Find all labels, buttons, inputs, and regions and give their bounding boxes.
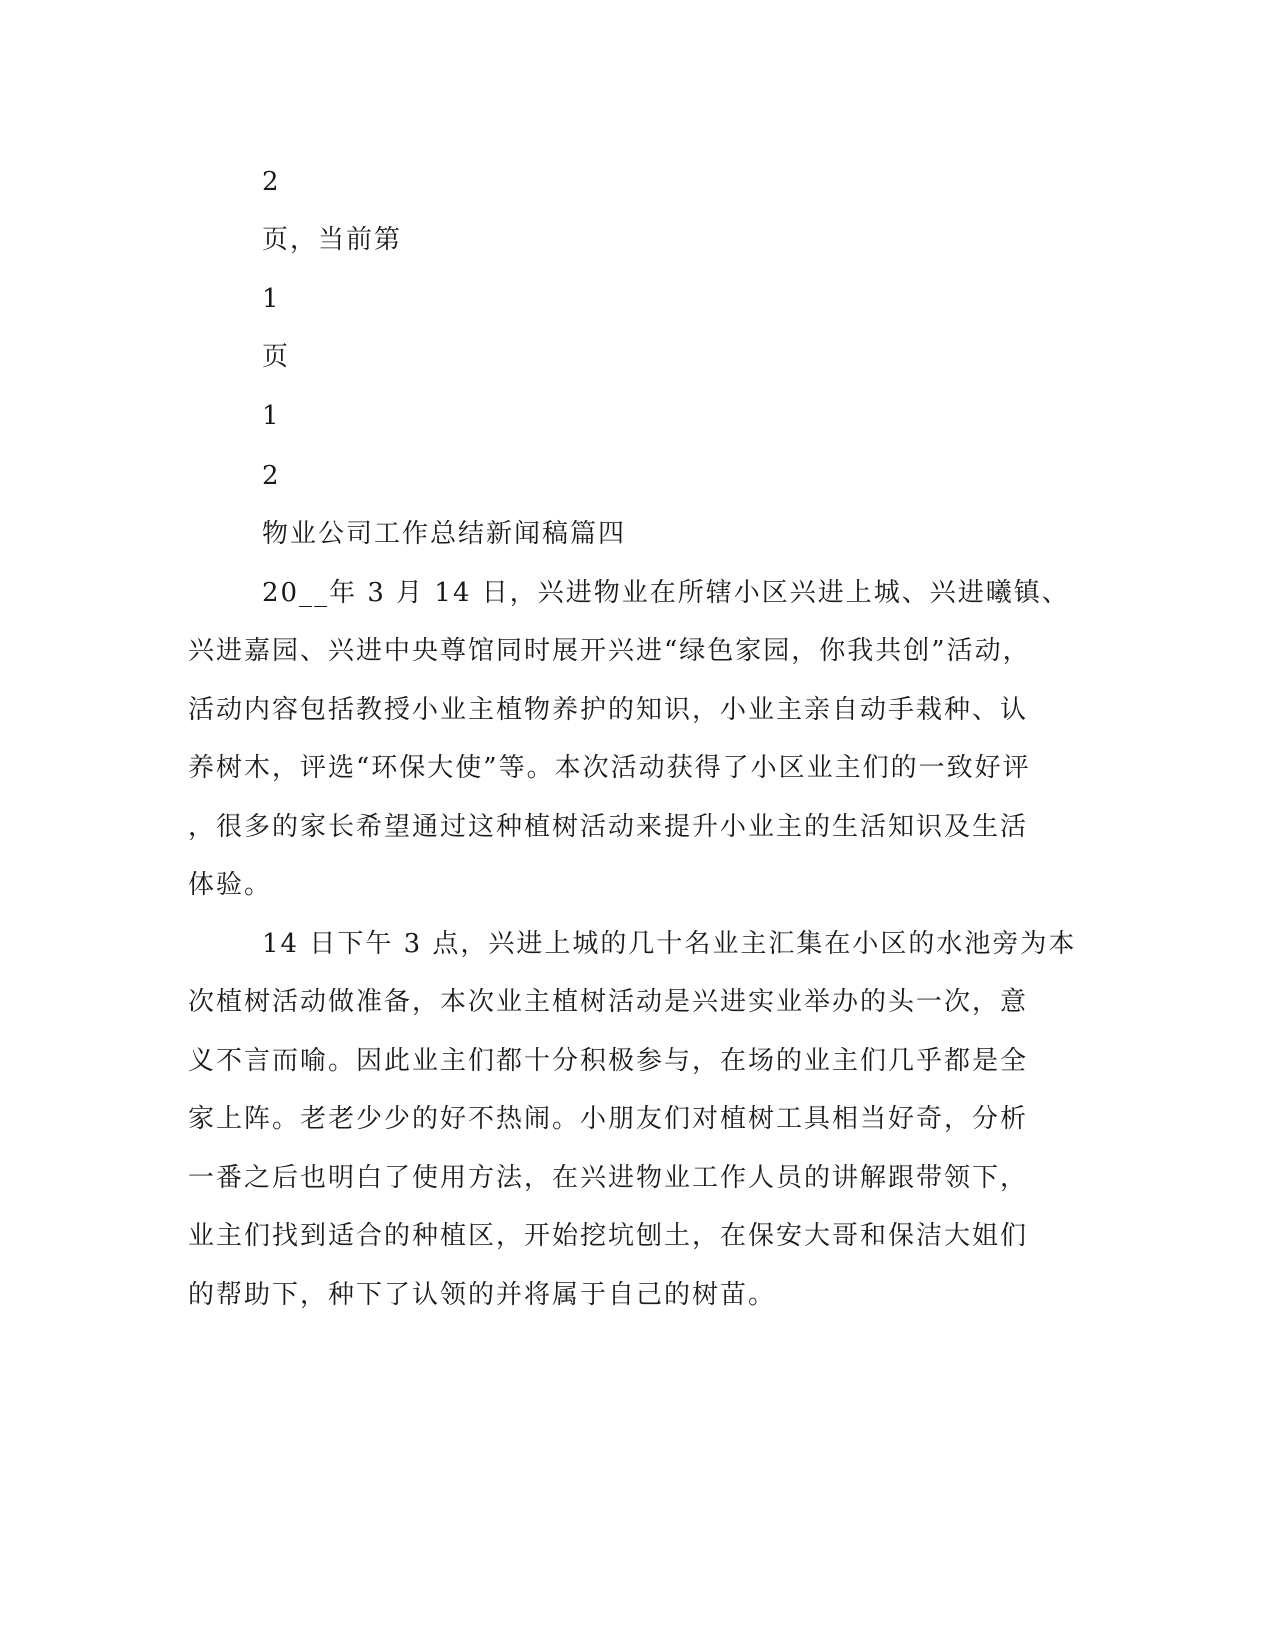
paragraph-1-line: 20__年 3 月 14 日，兴进物业在所辖小区兴进上城、兴进曦镇、 [262,578,1070,608]
paragraph-1-line: ，很多的家长希望通过这种植树活动来提升小业主的生活知识及生活 [188,812,1029,842]
paragraph-2-line: 家上阵。老老少少的好不热闹。小朋友们对植树工具相当好奇，分析 [188,1104,1029,1134]
page-link-2[interactable]: 2 [262,461,281,491]
total-pages: 2 [262,167,281,197]
paragraph-2-line: 业主们找到适合的种植区，开始挖坑刨土，在保安大哥和保洁大姐们 [188,1221,1029,1251]
current-page-prefix: 页，当前第 [262,225,403,255]
paragraph-2-line: 14 日下午 3 点，兴进上城的几十名业主汇集在小区的水池旁为本 [262,929,1077,959]
paragraph-2-line: 义不言而喻。因此业主们都十分积极参与，在场的业主们几乎都是全 [188,1046,1029,1076]
paragraph-1-line: 兴进嘉园、兴进中央尊馆同时展开兴进“绿色家园，你我共创”活动， [188,636,1031,666]
paragraph-1-line: 体验。 [188,870,273,900]
page-suffix: 页 [262,342,291,372]
paragraph-2-line: 的帮助下，种下了认领的并将属于自己的树苗。 [188,1280,777,1310]
current-page-number: 1 [262,284,281,314]
page-link-1[interactable]: 1 [262,401,281,431]
paragraph-1-line: 养树木，评选“环保大使”等。本次活动获得了小区业主们的一致好评 [188,753,1031,783]
paragraph-1-line: 活动内容包括教授小业主植物养护的知识，小业主亲自动手栽种、认 [188,695,1029,725]
article-title: 物业公司工作总结新闻稿篇四 [262,519,627,549]
paragraph-2-line: 次植树活动做准备，本次业主植树活动是兴进实业举办的头一次，意 [188,987,1029,1017]
paragraph-2-line: 一番之后也明白了使用方法，在兴进物业工作人员的讲解跟带领下， [188,1163,1029,1193]
